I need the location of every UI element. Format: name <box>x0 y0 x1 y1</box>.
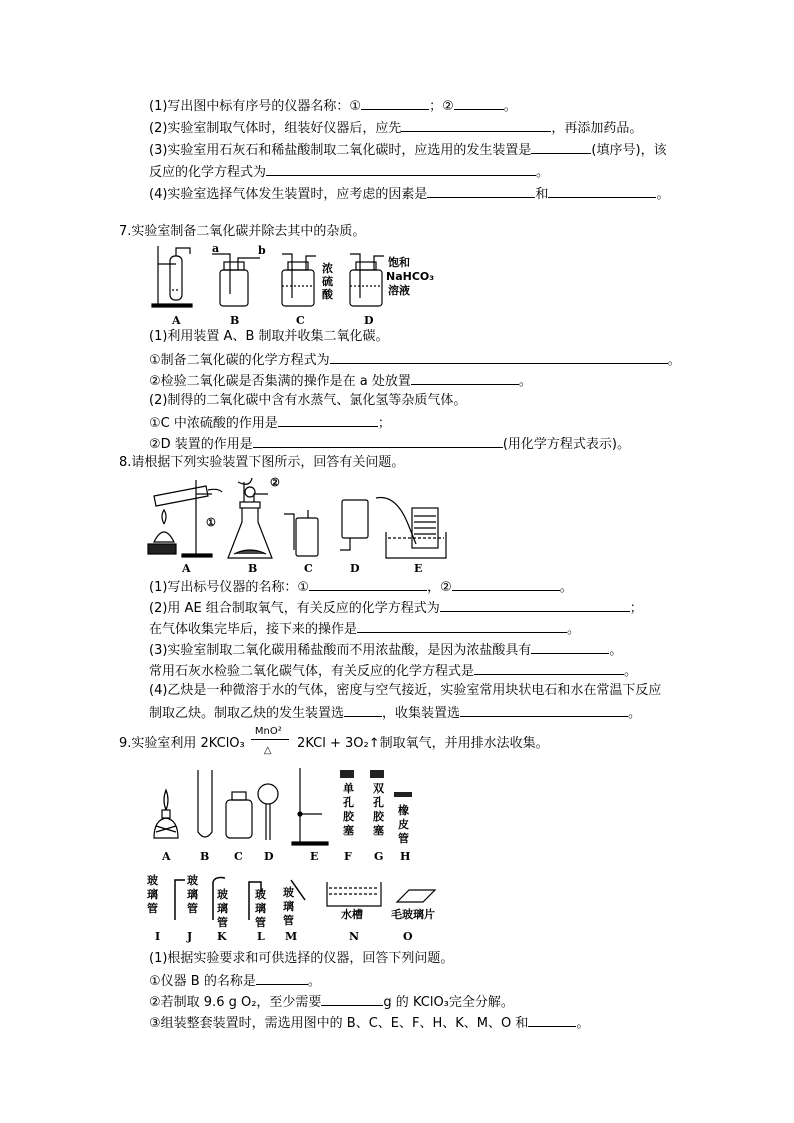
bent-glass-tube-icon <box>175 880 185 920</box>
fig-label-a: A <box>162 850 171 863</box>
fig-label-l: L <box>257 930 265 943</box>
q7-s1-2: ②检验二氧化碳是否集满的操作是在 a 处放置 。 <box>149 371 532 391</box>
answer-blank[interactable] <box>361 96 429 110</box>
q6-part2: (2)实验室制取气体时，组装好仪器后，应先 ，再添加药品。 <box>149 118 642 138</box>
answer-blank[interactable] <box>531 140 591 154</box>
q9-s1-2: ②若制取 9.6 g O₂，至少需要 g 的 KClO₃完全分解。 <box>149 992 514 1012</box>
fig-label-b: B <box>200 850 210 863</box>
k-text-1: 玻 <box>217 888 228 901</box>
j-text-3: 管 <box>187 902 198 915</box>
answer-blank[interactable] <box>474 661 624 675</box>
answer-blank[interactable] <box>253 434 503 448</box>
wash-bottle-nahco3-icon <box>350 254 384 306</box>
q7-s1: (1)利用装置 A、B 制取并收集二氧化碳。 <box>149 329 389 344</box>
d-text-2: NaHCO₃ <box>386 270 435 283</box>
q9-s1: (1)根据实验要求和可供选择的仪器，回答下列问题。 <box>149 951 454 966</box>
fig-label-g: G <box>374 850 384 863</box>
i-text-1: 玻 <box>147 874 158 887</box>
mark-1: ① <box>206 516 216 529</box>
fig-label-b: B <box>230 314 240 327</box>
fig-label-i: I <box>155 930 161 943</box>
q8-apparatus-figure <box>146 474 456 574</box>
port-a-label: a <box>212 242 220 255</box>
round-bottom-flask-icon <box>258 784 278 840</box>
q7-s2-2: ②D 装置的作用是 (用化学方程式表示)。 <box>149 434 630 454</box>
reaction-condition: MnO² △ <box>249 735 293 753</box>
fig-label-m: M <box>285 930 298 943</box>
g-text-1: 双 <box>373 782 384 795</box>
q8-s4-cont: 制取乙炔。制取乙炔的发生装置选 ，收集装置选 。 <box>149 703 641 723</box>
conical-flask-with-funnel-icon <box>228 478 272 558</box>
g-text-4: 塞 <box>373 824 384 837</box>
inverted-gas-bottle-icon <box>340 500 368 550</box>
f-text-1: 单 <box>343 782 354 795</box>
q8-s1: (1)写出标号仪器的名称：① ，② 。 <box>149 577 573 597</box>
q6-part1: (1)写出图中标有序号的仪器名称：① ；② 。 <box>149 96 517 116</box>
mark-2: ② <box>270 476 280 489</box>
answer-blank[interactable] <box>401 118 551 132</box>
fig-label-j: J <box>187 930 193 943</box>
q7-s2-1: ①C 中浓硫酸的作用是 ； <box>149 413 391 433</box>
m-text-3: 管 <box>283 914 294 927</box>
wash-bottle-sulfuric-acid-icon <box>282 254 316 306</box>
answer-blank[interactable] <box>531 640 609 654</box>
c-text-2: 硫 <box>322 275 333 288</box>
stand-with-test-tube-icon <box>152 246 192 307</box>
answer-blank[interactable] <box>528 1013 576 1027</box>
fig-label-d: D <box>364 314 374 327</box>
fig-label-n: N <box>349 930 360 943</box>
fig-label-f: F <box>344 850 352 863</box>
answer-blank[interactable] <box>321 992 383 1006</box>
q8-s4: (4)乙炔是一种微溶于水的气体，密度与空气接近，实验室常用块状电石和水在常温下反应 <box>149 683 662 698</box>
rubber-tube-icon <box>394 792 412 797</box>
q7-apparatus-figure <box>150 242 450 328</box>
wide-mouth-bottle-icon <box>226 792 252 838</box>
fig-label-k: K <box>217 930 227 943</box>
fig-label-h: H <box>400 850 411 863</box>
fig-label-e: E <box>414 562 423 574</box>
i-text-3: 管 <box>147 902 158 915</box>
m-text-1: 玻 <box>283 886 294 899</box>
answer-blank[interactable] <box>266 162 536 176</box>
fig-label-d: D <box>350 562 360 574</box>
fig-label-b: B <box>248 562 258 574</box>
fig-label-d: D <box>264 850 274 863</box>
n-text: 水槽 <box>341 908 363 921</box>
gas-collecting-bottle-icon <box>212 254 260 306</box>
fig-label-a: A <box>182 562 191 574</box>
q7-s2: (2)制得的二氧化碳中含有水蒸气、氯化氢等杂质气体。 <box>149 393 467 408</box>
port-b-label: b <box>258 244 266 257</box>
l-text-1: 玻 <box>255 888 266 901</box>
fig-label-c: C <box>234 850 243 863</box>
d-text-3: 溶液 <box>388 284 410 297</box>
answer-blank[interactable] <box>278 413 378 427</box>
answer-blank[interactable] <box>440 598 630 612</box>
answer-blank[interactable] <box>548 184 656 198</box>
q9-s1-3: ③组装整套装置时，需选用图中的 B、C、E、F、H、K、M、O 和 。 <box>149 1013 589 1033</box>
c-text-1: 浓 <box>322 262 333 275</box>
h-text-2: 皮 <box>398 818 409 831</box>
h-text-1: 橡 <box>398 804 409 817</box>
fig-label-c: C <box>304 562 313 574</box>
k-text-2: 璃 <box>217 902 228 915</box>
m-text-2: 璃 <box>283 900 294 913</box>
answer-blank[interactable] <box>309 577 427 591</box>
f-text-2: 孔 <box>343 796 354 809</box>
l-text-3: 管 <box>255 916 266 929</box>
answer-blank[interactable] <box>357 619 567 633</box>
q8-s2-cont: 在气体收集完毕后，接下来的操作是 。 <box>149 619 580 639</box>
fig-label-c: C <box>296 314 305 327</box>
answer-blank[interactable] <box>411 371 519 385</box>
j-text-1: 玻 <box>187 874 198 887</box>
d-text-1: 饱和 <box>388 256 410 269</box>
fig-label-o: O <box>403 930 413 943</box>
glass-plate-icon <box>397 890 435 902</box>
iron-stand-icon <box>292 768 328 845</box>
c-text-3: 酸 <box>322 288 333 301</box>
answer-blank[interactable] <box>454 96 504 110</box>
g-text-3: 胶 <box>373 810 384 823</box>
l-text-2: 璃 <box>255 902 266 915</box>
k-text-3: 管 <box>217 916 228 929</box>
fig-label-a: A <box>172 314 181 327</box>
fig-label-e: E <box>310 850 319 863</box>
gas-bottle-upward-icon <box>284 510 318 556</box>
q7-title: 7.实验室制备二氧化碳并除去其中的杂质。 <box>119 224 366 239</box>
i-text-2: 璃 <box>147 888 158 901</box>
answer-blank[interactable] <box>452 577 560 591</box>
q7-s1-1: ①制备二氧化碳的化学方程式为 。 <box>149 350 681 370</box>
test-tube-icon <box>198 770 212 837</box>
answer-blank[interactable] <box>330 350 668 364</box>
q8-s3-cont: 常用石灰水检验二氧化碳气体，有关反应的化学方程式是 。 <box>149 661 637 681</box>
q6-part3-cont: 反应的化学方程式为 。 <box>149 162 549 182</box>
single-hole-stopper-icon <box>340 770 354 778</box>
q9-s1-1: ①仪器 B 的名称是 。 <box>149 971 321 991</box>
f-text-3: 胶 <box>343 810 354 823</box>
h-text-3: 管 <box>398 832 409 845</box>
q9-instruments-row1 <box>150 766 420 866</box>
f-text-4: 塞 <box>343 824 354 837</box>
answer-blank[interactable] <box>344 703 382 717</box>
equals-line <box>251 739 289 740</box>
o-text: 毛玻璃片 <box>391 908 435 921</box>
q9-instruments-row2 <box>145 872 445 944</box>
q9-title: 9.实验室利用 2KClO₃ MnO² △ 2KCl + 3O₂↑制取氧气，并用排水法收集。 <box>119 726 549 756</box>
water-trough-collection-icon <box>376 498 446 558</box>
water-trough-icon <box>327 882 381 906</box>
answer-blank[interactable] <box>460 703 628 717</box>
answer-blank[interactable] <box>256 971 308 985</box>
double-hole-stopper-icon <box>370 770 384 778</box>
q8-title: 8.请根据下列实验装置下图所示，回答有关问题。 <box>119 455 405 470</box>
q6-part4: (4)实验室选择气体发生装置时，应考虑的因素是 和 。 <box>149 184 669 204</box>
q8-s2: (2)用 AE 组合制取氧气，有关反应的化学方程式为 ； <box>149 598 643 618</box>
g-text-2: 孔 <box>373 796 384 809</box>
j-text-2: 璃 <box>187 888 198 901</box>
answer-blank[interactable] <box>427 184 535 198</box>
alcohol-lamp-icon <box>154 790 178 838</box>
q8-s3: (3)实验室制取二氧化碳用稀盐酸而不用浓盐酸，是因为浓盐酸具有 。 <box>149 640 622 660</box>
q6-part3: (3)实验室用石灰石和稀盐酸制取二氧化碳时，应选用的发生装置是 (填序号)，该 <box>149 140 667 160</box>
